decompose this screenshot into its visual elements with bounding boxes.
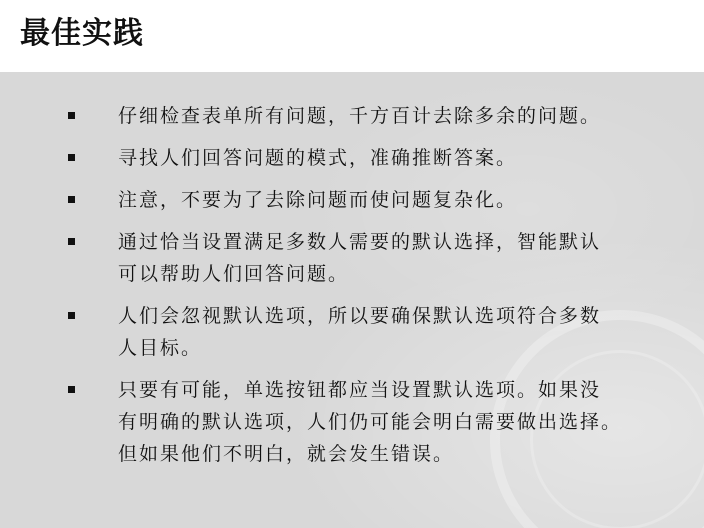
bullet-text-line: 人们会忽视默认选项，所以要确保默认选项符合多数 — [118, 305, 602, 327]
bullet-text-line: 有明确的默认选项，人们仍可能会明白需要做出选择。 — [118, 411, 623, 433]
bullet-text-line: 通过恰当设置满足多数人需要的默认选择，智能默认 — [118, 231, 602, 253]
bullet-text-line: 寻找人们回答问题的模式，准确推断答案。 — [118, 147, 518, 169]
list-item — [0, 226, 704, 290]
square-bullet-icon — [68, 238, 75, 245]
bullet-text-line: 只要有可能，单选按钮都应当设置默认选项。如果没 — [118, 379, 602, 401]
square-bullet-icon — [68, 386, 75, 393]
list-item — [0, 300, 704, 364]
list-item — [0, 142, 704, 174]
bullet-text-line: 人目标。 — [118, 337, 203, 359]
list-item — [0, 100, 704, 132]
bullet-text-line: 可以帮助人们回答问题。 — [118, 263, 350, 285]
bullet-text-line: 但如果他们不明白，就会发生错误。 — [118, 443, 455, 465]
bullet-text-line: 注意，不要为了去除问题而使问题复杂化。 — [118, 189, 518, 211]
square-bullet-icon — [68, 196, 75, 203]
square-bullet-icon — [68, 154, 75, 161]
square-bullet-icon — [68, 112, 75, 119]
square-bullet-icon — [68, 312, 75, 319]
bullet-list — [0, 100, 704, 480]
page-title: 最佳实践 — [20, 16, 144, 51]
list-item — [0, 184, 704, 216]
list-item — [0, 374, 704, 470]
bullet-text-line: 仔细检查表单所有问题，千方百计去除多余的问题。 — [118, 105, 602, 127]
